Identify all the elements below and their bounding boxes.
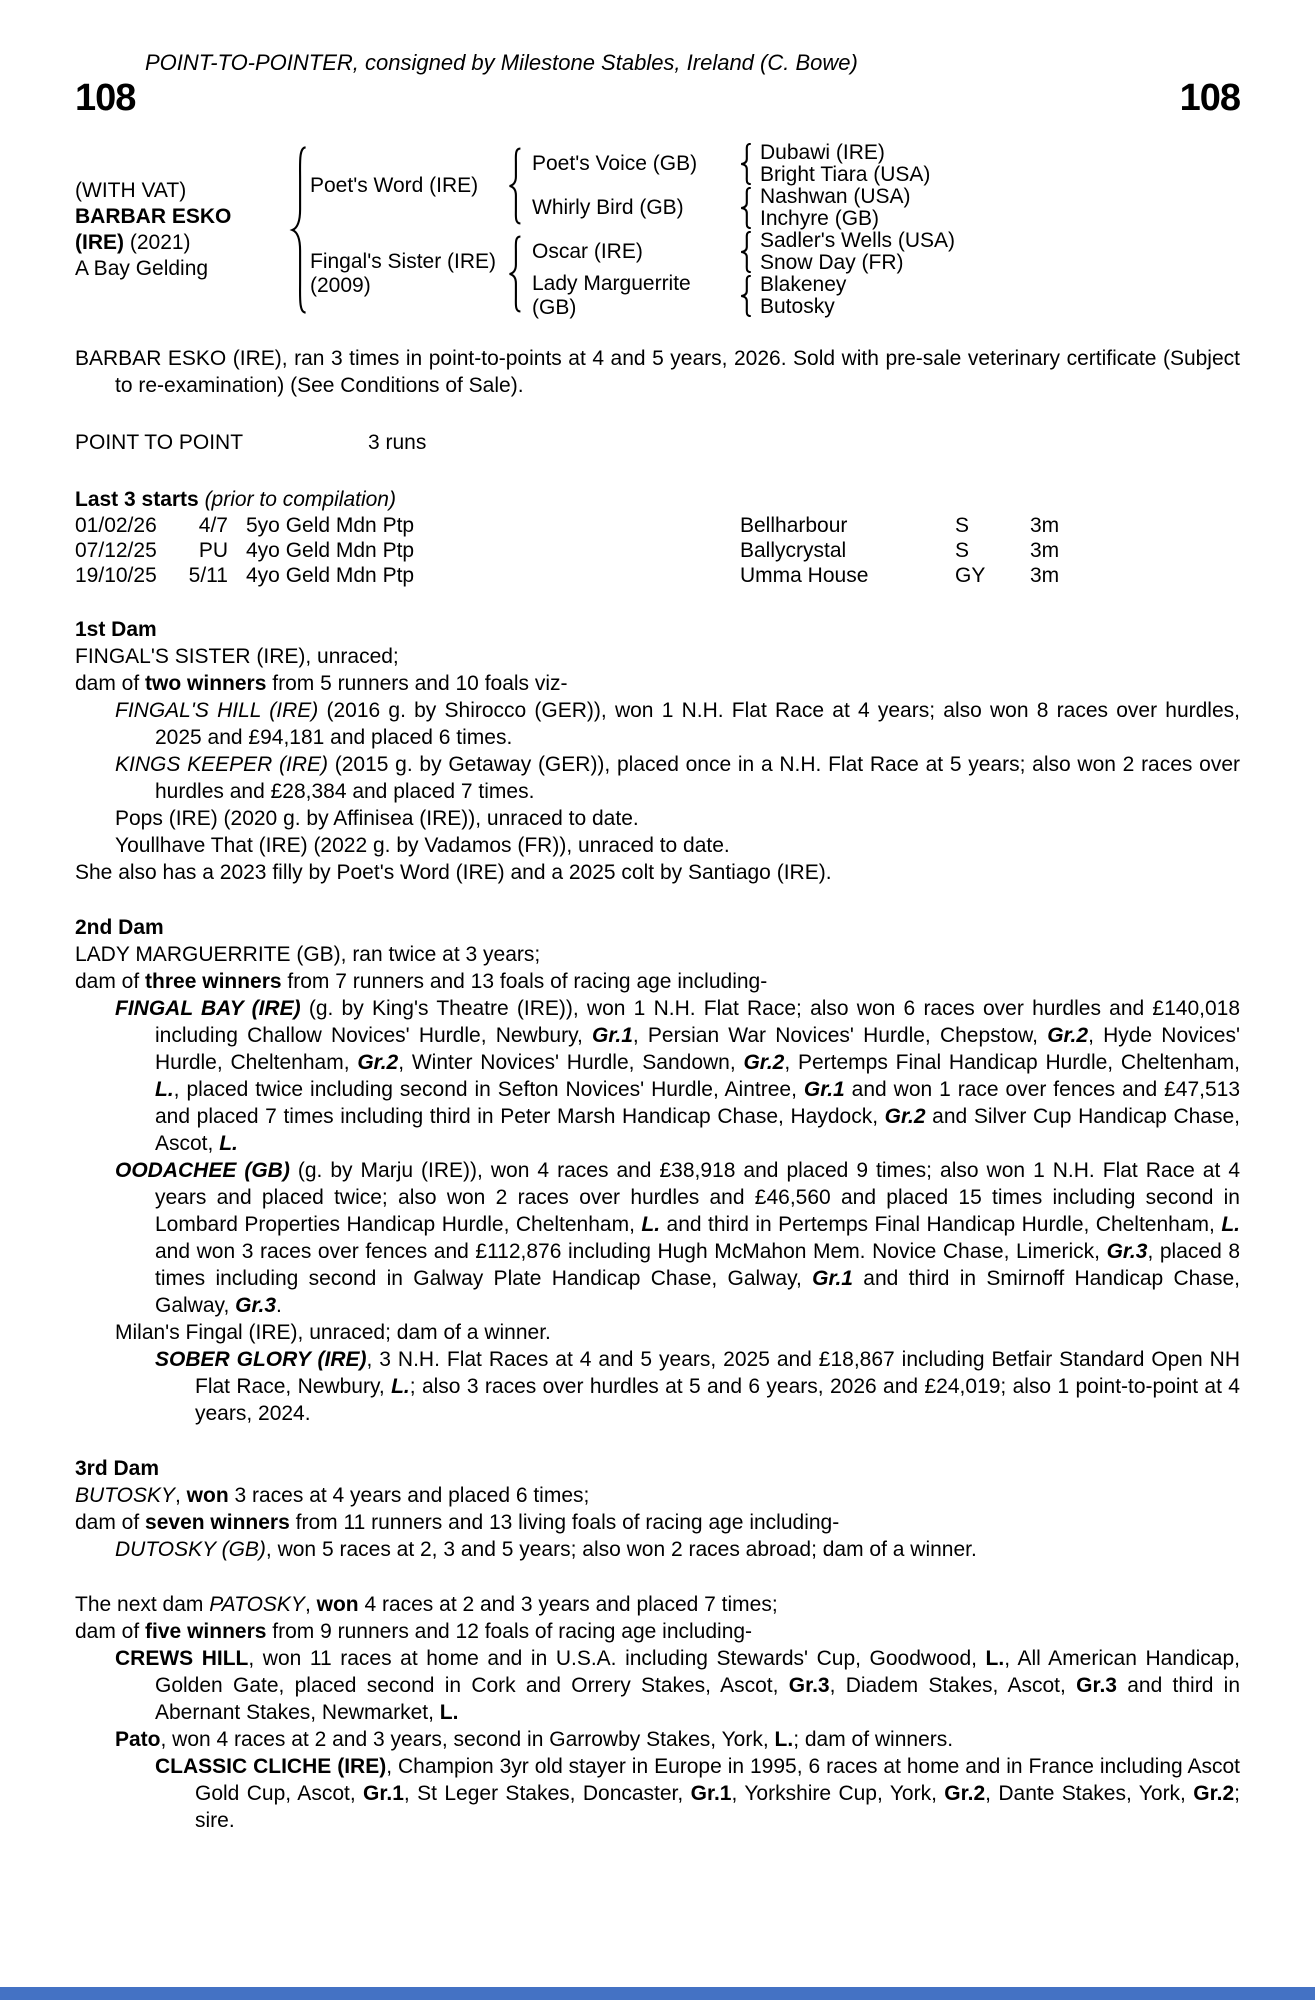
text-run: CLASSIC CLICHE (IRE) bbox=[155, 1755, 387, 1778]
sire-name: Poet's Word (IRE) bbox=[310, 174, 479, 197]
start-going: GY bbox=[955, 564, 986, 587]
start-position: 5/11 bbox=[188, 564, 228, 587]
pedigree-brace-dam-sire bbox=[738, 231, 754, 273]
text-run: dam of bbox=[75, 970, 146, 993]
pedigree-paragraph bbox=[75, 697, 1240, 751]
sire-dam-name: Whirly Bird (GB) bbox=[532, 196, 684, 219]
pedigree-paragraph bbox=[75, 1482, 1240, 1509]
pedigree-paragraph bbox=[75, 995, 1240, 1157]
text-run: , Hyde Novices' Hurdle, Cheltenham, bbox=[155, 1024, 1240, 1074]
text-run: , won 11 races at home and in U.S.A. including Stewards' Cup, Goodwood, bbox=[248, 1647, 986, 1670]
text-run: FINGAL'S HILL (IRE) bbox=[115, 699, 319, 722]
dam-dam-name: Lady Marguerrite (GB) bbox=[532, 272, 691, 319]
dam-sire-dam-name: Snow Day (FR) bbox=[760, 251, 904, 274]
text-run: L. bbox=[439, 1701, 459, 1724]
text-run: DUTOSKY (GB) bbox=[115, 1538, 266, 1561]
lot-number-right: 108 bbox=[1179, 77, 1240, 119]
start-race: 4yo Geld Mdn Ptp bbox=[246, 564, 415, 587]
sire-sire-branch bbox=[524, 142, 1240, 186]
text-run: won bbox=[316, 1593, 359, 1616]
dam-sire-sire-name: Sadler's Wells (USA) bbox=[760, 229, 955, 252]
pedigree-paragraph bbox=[75, 1753, 1240, 1834]
text-run: Gr.1 bbox=[592, 1024, 633, 1047]
text-run: ; sire. bbox=[195, 1782, 1240, 1832]
start-row bbox=[75, 538, 1240, 563]
text-run: three winners bbox=[145, 970, 282, 993]
text-run: BARBAR ESKO (IRE), ran 3 times in point-to-points at 4 and 5 years, 2026. Sold with pre-sale veterinary certificate (Subject to re-examination) (See Conditions of Sale). bbox=[75, 347, 1240, 397]
dam-dam-branch bbox=[524, 274, 1240, 318]
text-run: Gr.1 bbox=[690, 1782, 732, 1805]
text-run: FINGAL'S SISTER (IRE), unraced; bbox=[75, 645, 399, 668]
pedigree-paragraph bbox=[75, 1618, 1240, 1645]
text-run: PATOSKY bbox=[209, 1593, 305, 1616]
text-run: LADY MARGUERRITE (GB), ran twice at 3 years; bbox=[75, 943, 541, 966]
dam-name: Fingal's Sister (IRE) bbox=[310, 250, 497, 273]
text-run: Gr.3 bbox=[1106, 1240, 1148, 1263]
text-run: SOBER GLORY (IRE) bbox=[155, 1348, 367, 1371]
text-run: from 11 runners and 13 living foals of racing age including- bbox=[289, 1511, 840, 1534]
sire-name-cell bbox=[310, 142, 506, 230]
text-run: ; dam of winners. bbox=[793, 1728, 954, 1751]
start-row bbox=[75, 563, 1240, 588]
text-run: Milan's Fingal (IRE), unraced; dam of a winner. bbox=[115, 1321, 551, 1344]
point-to-point-summary bbox=[75, 429, 1240, 456]
start-race: 4yo Geld Mdn Ptp bbox=[246, 539, 415, 562]
text-run: Gr.3 bbox=[788, 1674, 830, 1697]
text-run: and won 3 races over fences and £112,876 including Hugh McMahon Mem. Novice Chase, Limerick, bbox=[155, 1240, 1107, 1263]
text-run: Gr.3 bbox=[1076, 1674, 1117, 1697]
text-run: FINGAL BAY (IRE) bbox=[115, 997, 301, 1020]
last-starts-block bbox=[75, 486, 1240, 588]
dam-sire-branch bbox=[524, 230, 1240, 274]
footer-bar bbox=[0, 1987, 1315, 2000]
dam-section bbox=[75, 616, 1240, 886]
text-run: won bbox=[186, 1484, 229, 1507]
start-date: 07/12/25 bbox=[75, 539, 157, 562]
horse-suffix-year bbox=[75, 230, 288, 256]
consignor-line: POINT-TO-POINTER, consigned by Milestone Stables, Ireland (C. Bowe) bbox=[145, 50, 858, 75]
start-going: S bbox=[955, 539, 970, 562]
text-run: Gr.1 bbox=[363, 1782, 404, 1805]
text-run: Youllhave That (IRE) (2022 g. by Vadamos (FR)), unraced to date. bbox=[115, 834, 730, 857]
text-run: , Dante Stakes, York, bbox=[985, 1782, 1194, 1805]
dam-heading: 1st Dam bbox=[75, 618, 157, 641]
start-race: 5yo Geld Mdn Ptp bbox=[246, 514, 415, 537]
text-run: , won 5 races at 2, 3 and 5 years; also won 2 races abroad; dam of a winner. bbox=[265, 1538, 977, 1561]
pedigree-paragraph bbox=[75, 643, 1240, 670]
text-run: Gr.2 bbox=[944, 1782, 986, 1805]
lot-number-left: 108 bbox=[75, 77, 136, 119]
text-run: and won 1 race over fences and £47,513 and placed 7 times including third in Peter Marsh Handicap Chase, Haydock, bbox=[155, 1078, 1240, 1128]
text-run: Gr.2 bbox=[743, 1051, 785, 1074]
pedigree-paragraph bbox=[75, 1509, 1240, 1536]
text-run: from 7 runners and 13 foals of racing age including- bbox=[281, 970, 768, 993]
text-run: , bbox=[304, 1593, 317, 1616]
dam-dam-sire-name: Blakeney bbox=[760, 273, 847, 296]
sire-sire-dam-name: Bright Tiara (USA) bbox=[760, 163, 931, 186]
horse-info-block bbox=[75, 142, 288, 318]
text-run: L. bbox=[641, 1213, 661, 1236]
text-run: 3 races at 4 years and placed 6 times; bbox=[228, 1484, 590, 1507]
start-date: 01/02/26 bbox=[75, 514, 157, 537]
pedigree-paragraph bbox=[75, 859, 1240, 886]
point-to-point-label: POINT TO POINT bbox=[75, 431, 244, 454]
text-run: (g. by Marju (IRE)), won 4 races and £38,918 and placed 9 times; also won 1 N.H. Flat Race at 4 years and placed twice; also won 2 races over hurdles and £46,560 and placed 15 times including second in Lombard Properties Handicap Hurdle, Cheltenham, bbox=[155, 1159, 1240, 1236]
text-run: L. bbox=[219, 1132, 238, 1155]
text-run: Pato bbox=[115, 1728, 161, 1751]
text-run: and third in Smirnoff Handicap Chase, Galway, bbox=[155, 1267, 1240, 1317]
sire-dam-dam-name: Inchyre (GB) bbox=[760, 207, 880, 230]
text-run: (2015 g. by Getaway (GER)), placed once in a N.H. Flat Race at 5 years; also won 2 races over hurdles and £28,384 and placed 7 times. bbox=[155, 753, 1240, 803]
pedigree-paragraph bbox=[75, 751, 1240, 805]
text-run: , bbox=[174, 1484, 187, 1507]
dam-foaling-year: (2009) bbox=[310, 274, 371, 297]
horse-country-suffix: (IRE) bbox=[75, 231, 124, 254]
sire-dam-branch bbox=[524, 186, 1240, 230]
dam-sire-name: Oscar (IRE) bbox=[532, 240, 643, 263]
pedigree-paragraph bbox=[75, 670, 1240, 697]
pedigree-brace-sire bbox=[506, 147, 524, 225]
text-run: , placed 8 times including second in Galway Plate Handicap Chase, Galway, bbox=[155, 1240, 1241, 1290]
text-run: Gr.2 bbox=[1193, 1782, 1235, 1805]
pedigree-paragraph bbox=[75, 968, 1240, 995]
text-run: , Pertemps Final Handicap Hurdle, Cheltenham, bbox=[784, 1051, 1240, 1074]
text-run: (g. by King's Theatre (IRE)), won 1 N.H. Flat Race; also won 6 races over hurdles and £140,018 including Challow Novices' Hurdle, Newbury, bbox=[155, 997, 1241, 1047]
text-run: Gr.2 bbox=[357, 1051, 399, 1074]
start-date: 19/10/25 bbox=[75, 564, 157, 587]
text-run: dam of bbox=[75, 1620, 146, 1643]
start-position: PU bbox=[198, 539, 228, 562]
text-run: L. bbox=[985, 1647, 1005, 1670]
text-run: from 9 runners and 12 foals of racing age including- bbox=[266, 1620, 753, 1643]
text-run: She also has a 2023 filly by Poet's Word (IRE) and a 2025 colt by Santiago (IRE). bbox=[75, 861, 832, 884]
pedigree-brace-dam bbox=[506, 235, 524, 313]
text-run: , Persian War Novices' Hurdle, Chepstow, bbox=[632, 1024, 1048, 1047]
start-course: Ballycrystal bbox=[740, 539, 847, 562]
text-run: Pops (IRE) (2020 g. by Affinisea (IRE)), unraced to date. bbox=[115, 807, 639, 830]
horse-foaling-year: (2021) bbox=[129, 231, 191, 254]
pedigree-brace-dam-dam bbox=[738, 275, 754, 317]
last-starts-title-italic: (prior to compilation) bbox=[198, 488, 396, 511]
start-distance: 3m bbox=[1030, 564, 1060, 587]
text-run: (2016 g. by Shirocco (GER)), won 1 N.H. Flat Race at 4 years; also won 8 races over hurdles, 2025 and £94,181 and placed 6 times. bbox=[155, 699, 1240, 749]
pedigree-paragraph bbox=[75, 1319, 1240, 1346]
dam-heading: 3rd Dam bbox=[75, 1457, 160, 1480]
text-run: . bbox=[276, 1294, 282, 1317]
text-run: Gr.2 bbox=[884, 1105, 926, 1128]
pedigree-paragraph bbox=[75, 1346, 1240, 1427]
pedigree-paragraph bbox=[75, 941, 1240, 968]
text-run: Gr.3 bbox=[235, 1294, 277, 1317]
text-run: and Silver Cup Handicap Chase, Ascot, bbox=[155, 1105, 1240, 1155]
pedigree-brace-sire-dam bbox=[738, 187, 754, 229]
dam-branch bbox=[310, 230, 1240, 318]
text-run: five winners bbox=[145, 1620, 267, 1643]
dam-dam-dam-name: Butosky bbox=[760, 295, 835, 318]
sire-branch bbox=[310, 142, 1240, 230]
text-run: from 5 runners and 10 foals viz- bbox=[266, 672, 568, 695]
text-run: and third in Abernant Stakes, Newmarket, bbox=[155, 1674, 1241, 1724]
text-run: dam of bbox=[75, 1511, 146, 1534]
text-run: Gr.1 bbox=[803, 1078, 845, 1101]
dam-section bbox=[75, 1455, 1240, 1563]
text-run: , won 4 races at 2 and 3 years, second in Garrowby Stakes, York, bbox=[160, 1728, 775, 1751]
dam-sections bbox=[75, 616, 1240, 1834]
pedigree-paragraph bbox=[75, 1157, 1240, 1319]
text-run: Gr.1 bbox=[812, 1267, 853, 1290]
start-row bbox=[75, 513, 1240, 538]
text-run: , placed twice including second in Sefton Novices' Hurdle, Aintree, bbox=[173, 1078, 804, 1101]
pedigree-paragraph bbox=[75, 1536, 1240, 1563]
dam-name-cell bbox=[310, 230, 506, 318]
last-starts-title-bold: Last 3 starts bbox=[75, 488, 199, 511]
text-run: , Diadem Stakes, Ascot, bbox=[829, 1674, 1077, 1697]
pedigree-paragraph bbox=[75, 1645, 1240, 1726]
text-run: dam of bbox=[75, 672, 146, 695]
text-run: two winners bbox=[145, 672, 267, 695]
text-run: and third in Pertemps Final Handicap Hurdle, Cheltenham, bbox=[660, 1213, 1222, 1236]
sire-sire-sire-name: Dubawi (IRE) bbox=[760, 141, 885, 164]
pedigree-brace-main bbox=[288, 144, 310, 316]
text-run: , Winter Novices' Hurdle, Sandown, bbox=[398, 1051, 744, 1074]
sale-description bbox=[75, 345, 1240, 399]
text-run: L. bbox=[155, 1078, 174, 1101]
text-run: 4 races at 2 and 3 years and placed 7 times; bbox=[358, 1593, 778, 1616]
dam-heading: 2nd Dam bbox=[75, 916, 164, 939]
start-position: 4/7 bbox=[198, 514, 228, 537]
pedigree-paragraph bbox=[75, 1726, 1240, 1753]
text-run: , St Leger Stakes, Doncaster, bbox=[403, 1782, 691, 1805]
text-run: ; also 3 races over hurdles at 5 and 6 years, 2026 and £24,019; also 1 point-to-point at 4 years, 2024. bbox=[195, 1375, 1240, 1425]
start-distance: 3m bbox=[1030, 539, 1060, 562]
dam-section bbox=[75, 1591, 1240, 1834]
last-starts-title bbox=[75, 486, 1240, 513]
horse-name: BARBAR ESKO bbox=[75, 205, 232, 228]
pedigree-paragraph bbox=[75, 1591, 1240, 1618]
text-run: L. bbox=[774, 1728, 794, 1751]
point-to-point-runs: 3 runs bbox=[368, 431, 427, 454]
text-run: L. bbox=[1221, 1213, 1240, 1236]
text-run: BUTOSKY bbox=[75, 1484, 175, 1507]
text-run: , Yorkshire Cup, York, bbox=[731, 1782, 945, 1805]
text-run: L. bbox=[391, 1375, 410, 1398]
dam-section bbox=[75, 914, 1240, 1427]
horse-color-sex: A Bay Gelding bbox=[75, 257, 209, 280]
text-run: CREWS HILL bbox=[115, 1647, 249, 1670]
pedigree-generations bbox=[310, 142, 1240, 318]
start-course: Umma House bbox=[740, 564, 869, 587]
text-run: seven winners bbox=[145, 1511, 290, 1534]
start-distance: 3m bbox=[1030, 514, 1060, 537]
pedigree-paragraph bbox=[75, 832, 1240, 859]
text-run: , 3 N.H. Flat Races at 4 and 5 years, 2025 and £18,867 including Betfair Standard Open NH Flat Race, Newbury, bbox=[195, 1348, 1240, 1398]
pedigree-table bbox=[75, 142, 1240, 318]
text-run: , Champion 3yr old stayer in Europe in 1995, 6 races at home and in France including Ascot Gold Cup, Ascot, bbox=[195, 1755, 1241, 1805]
sire-dam-sire-name: Nashwan (USA) bbox=[760, 185, 911, 208]
text-run: Gr.2 bbox=[1047, 1024, 1089, 1047]
start-going: S bbox=[955, 514, 970, 537]
text-run: The next dam bbox=[75, 1593, 210, 1616]
text-run: KINGS KEEPER (IRE) bbox=[115, 753, 329, 776]
start-course: Bellharbour bbox=[740, 514, 848, 537]
lot-number-row bbox=[75, 78, 1240, 118]
sire-sire-name: Poet's Voice (GB) bbox=[532, 152, 698, 175]
text-run: OODACHEE (GB) bbox=[115, 1159, 290, 1182]
text-run: , All American Handicap, Golden Gate, placed second in Cork and Orrery Stakes, Ascot, bbox=[155, 1647, 1241, 1697]
pedigree-paragraph bbox=[75, 805, 1240, 832]
starts-table-rows bbox=[75, 513, 1240, 588]
vat-note: (WITH VAT) bbox=[75, 179, 187, 202]
pedigree-brace-sire-sire bbox=[738, 143, 754, 185]
